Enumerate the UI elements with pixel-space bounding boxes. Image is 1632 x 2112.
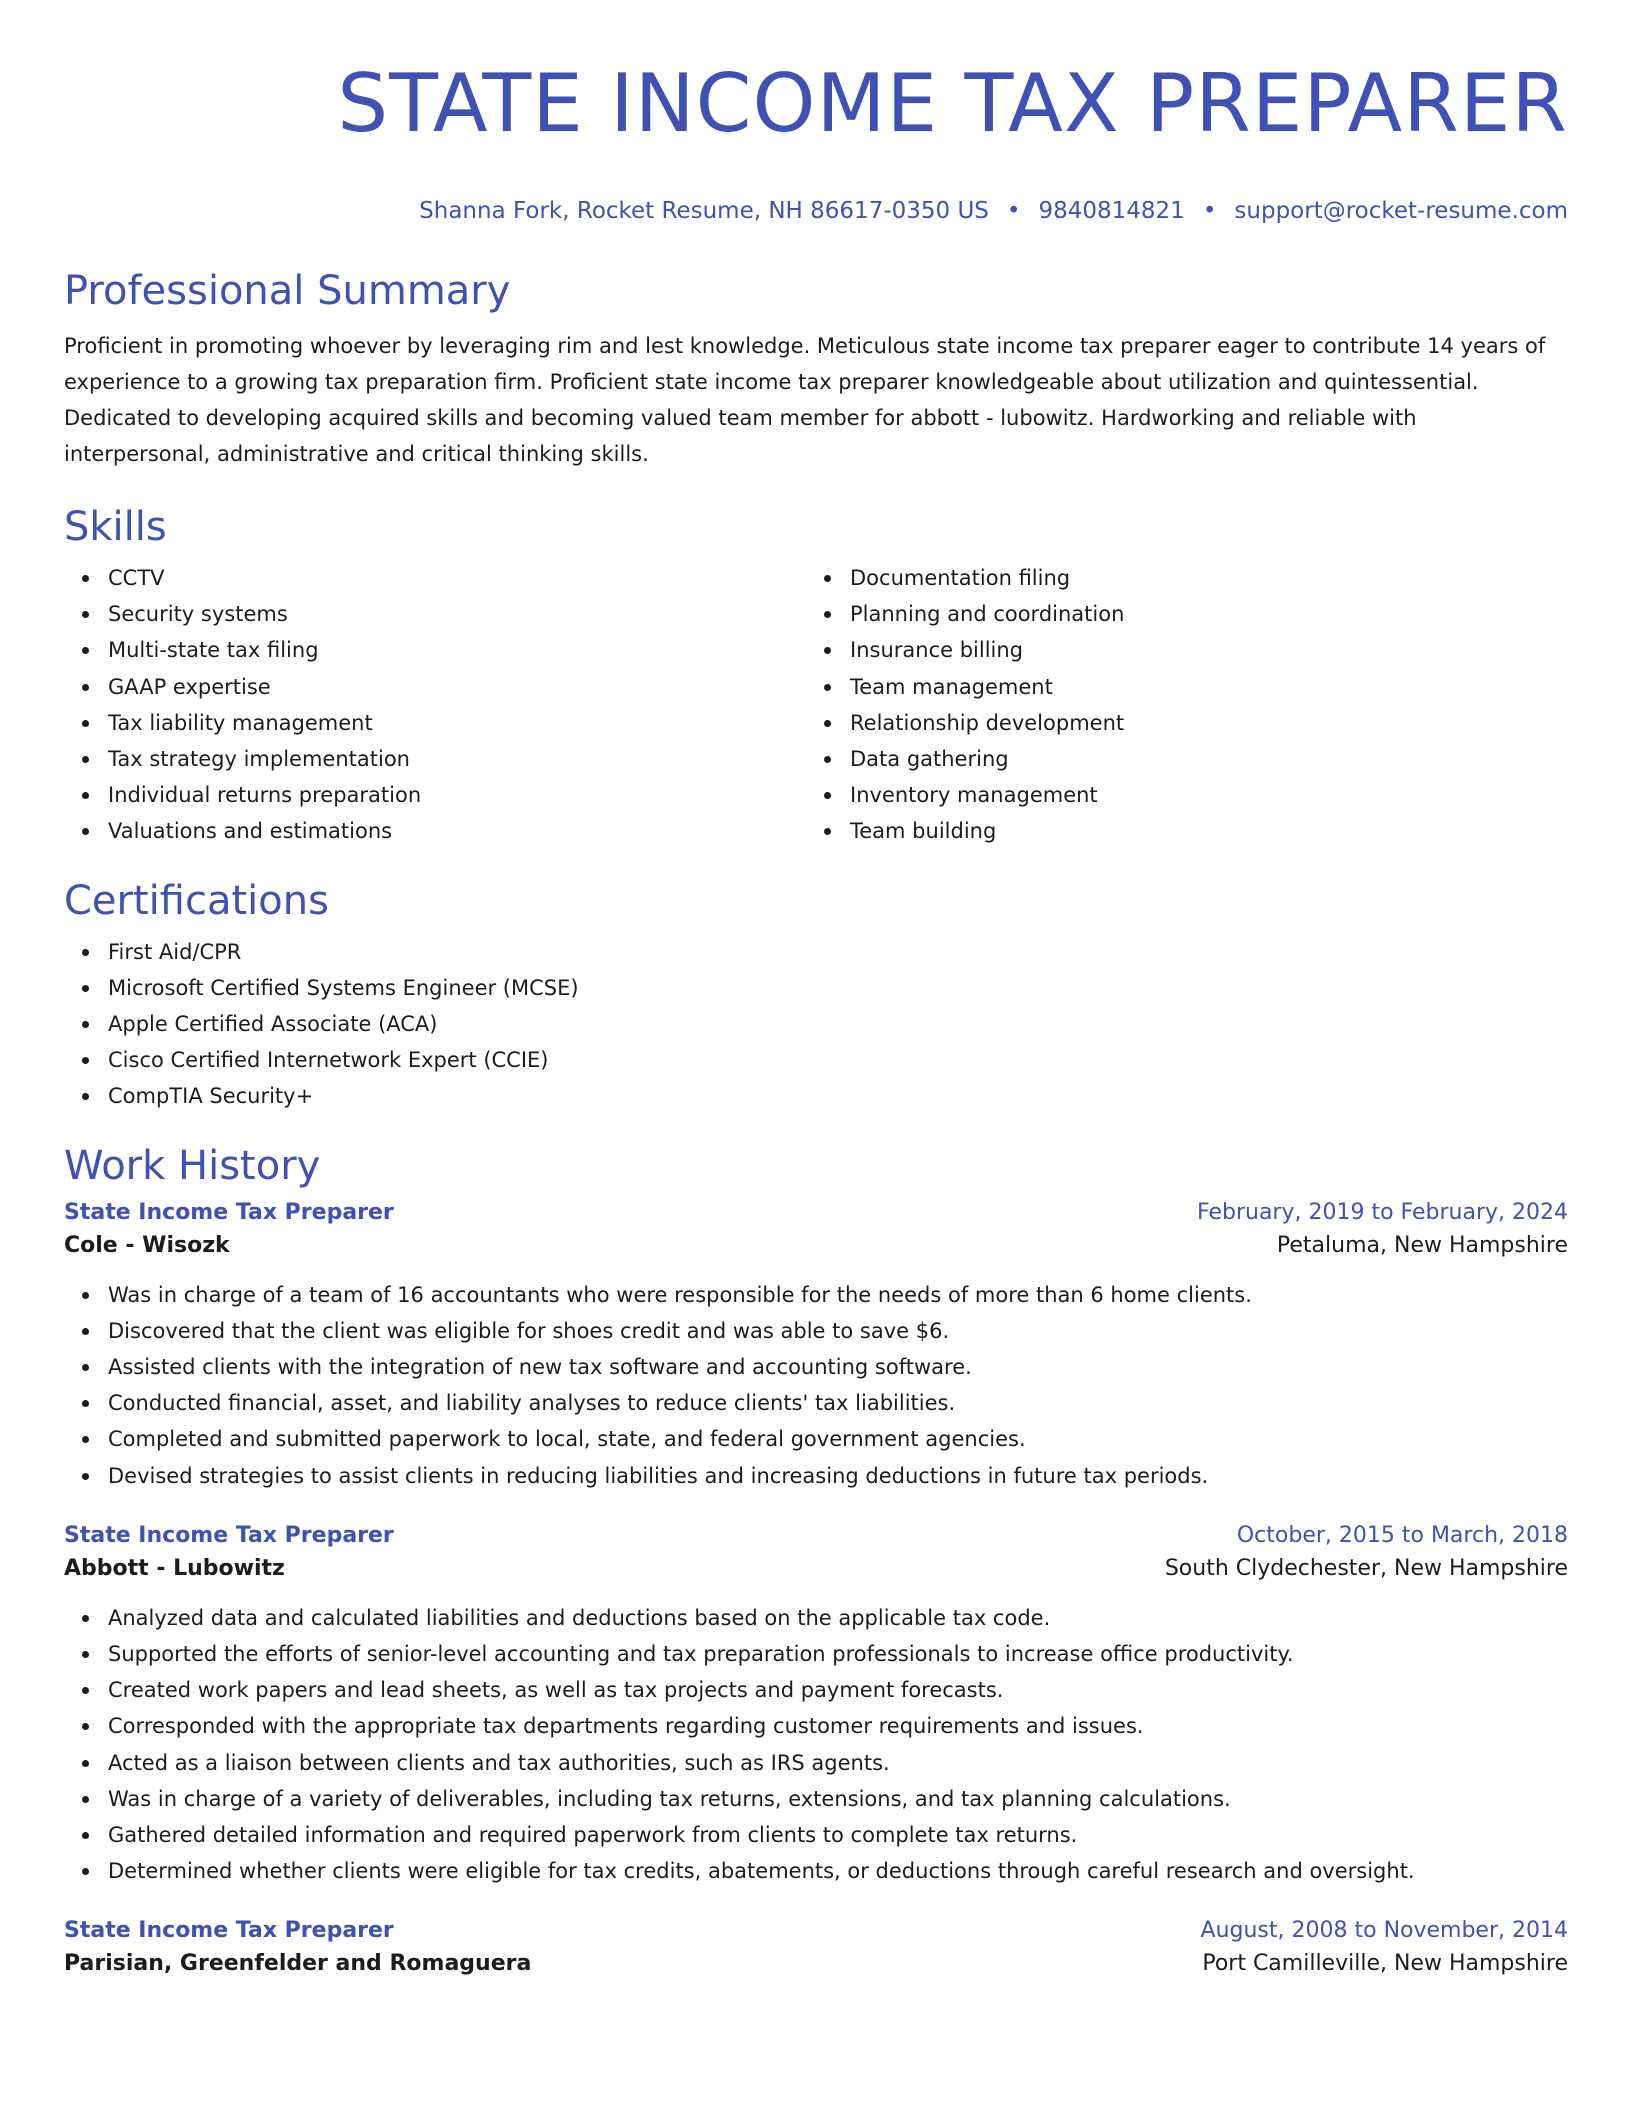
job-header-row bbox=[64, 1915, 1568, 1947]
job-title: State Income Tax Preparer bbox=[64, 1918, 394, 1944]
skill-item: Documentation filing bbox=[850, 560, 1548, 596]
certifications-list bbox=[64, 934, 1568, 1115]
contact-line bbox=[64, 196, 1568, 226]
contact-separator: • bbox=[1202, 198, 1217, 224]
skill-item: Insurance billing bbox=[850, 632, 1548, 668]
skill-item: Valuations and estimations bbox=[108, 813, 806, 849]
skills-list-left bbox=[64, 560, 806, 850]
job-company: Cole - Wisozk bbox=[64, 1232, 230, 1258]
skill-item: Inventory management bbox=[850, 777, 1548, 813]
job-location: Port Camilleville, New Hampshire bbox=[1202, 1951, 1568, 1977]
job-duty: Discovered that the client was eligible for shoes credit and was able to save $6. bbox=[108, 1313, 1568, 1349]
job-dates: October, 2015 to March, 2018 bbox=[1236, 1522, 1568, 1548]
job-title: State Income Tax Preparer bbox=[64, 1522, 394, 1548]
job-header-row bbox=[64, 1520, 1568, 1552]
job-dates: August, 2008 to November, 2014 bbox=[1200, 1918, 1568, 1944]
job-entry bbox=[64, 1915, 1568, 1981]
skill-item: Relationship development bbox=[850, 705, 1548, 741]
skill-item: Security systems bbox=[108, 596, 806, 632]
skill-item: Tax strategy implementation bbox=[108, 741, 806, 777]
job-duty: Gathered detailed information and required paperwork from clients to complete tax returns. bbox=[108, 1817, 1568, 1853]
skills-list-right bbox=[806, 560, 1548, 850]
skill-item: CCTV bbox=[108, 560, 806, 596]
job-duty: Acted as a liaison between clients and tax authorities, such as IRS agents. bbox=[108, 1745, 1568, 1781]
job-dates: February, 2019 to February, 2024 bbox=[1197, 1199, 1568, 1225]
contact-phone: 9840814821 bbox=[1038, 198, 1185, 224]
job-duty: Determined whether clients were eligible for tax credits, abatements, or deductions through careful research and oversight. bbox=[108, 1853, 1568, 1889]
summary-heading: Professional Summary bbox=[64, 268, 511, 314]
job-duty: Was in charge of a variety of deliverables, including tax returns, extensions, and tax planning calculations. bbox=[108, 1781, 1568, 1817]
skills-columns bbox=[64, 560, 1568, 850]
job-company: Parisian, Greenfelder and Romaguera bbox=[64, 1951, 532, 1977]
skills-column-left bbox=[64, 560, 806, 850]
job-header-row bbox=[64, 1197, 1568, 1229]
job-duty: Analyzed data and calculated liabilities and deductions based on the applicable tax code. bbox=[108, 1600, 1568, 1636]
job-location: South Clydechester, New Hampshire bbox=[1164, 1555, 1568, 1581]
skills-heading: Skills bbox=[64, 504, 167, 550]
job-company-row bbox=[64, 1947, 1568, 1981]
skill-item: Planning and coordination bbox=[850, 596, 1548, 632]
certification-item: CompTIA Security+ bbox=[108, 1078, 1568, 1114]
skill-item: Tax liability management bbox=[108, 705, 806, 741]
resume-title: STATE INCOME TAX PREPARER bbox=[337, 57, 1568, 150]
job-entry bbox=[64, 1197, 1568, 1494]
job-duty: Was in charge of a team of 16 accountants who were responsible for the needs of more than 6 home clients. bbox=[108, 1277, 1568, 1313]
job-duty: Devised strategies to assist clients in reducing liabilities and increasing deductions in future tax periods. bbox=[108, 1458, 1568, 1494]
certification-item: Cisco Certified Internetwork Expert (CCIE) bbox=[108, 1042, 1568, 1078]
job-entry bbox=[64, 1520, 1568, 1890]
skill-item: GAAP expertise bbox=[108, 669, 806, 705]
job-duty: Supported the efforts of senior-level accounting and tax preparation professionals to increase office productivity. bbox=[108, 1636, 1568, 1672]
job-duties-list bbox=[64, 1600, 1568, 1890]
work-history-heading: Work History bbox=[64, 1142, 321, 1189]
skill-item: Team building bbox=[850, 813, 1548, 849]
job-location: Petaluma, New Hampshire bbox=[1276, 1232, 1568, 1258]
certification-item: First Aid/CPR bbox=[108, 934, 1568, 970]
certification-item: Apple Certified Associate (ACA) bbox=[108, 1006, 1568, 1042]
job-duty: Created work papers and lead sheets, as well as tax projects and payment forecasts. bbox=[108, 1672, 1568, 1708]
contact-email[interactable]: support@rocket-resume.com bbox=[1234, 198, 1568, 224]
job-duty: Conducted financial, asset, and liability analyses to reduce clients' tax liabilities. bbox=[108, 1385, 1568, 1421]
job-duty: Assisted clients with the integration of new tax software and accounting software. bbox=[108, 1349, 1568, 1385]
summary-text: Proficient in promoting whoever by leveraging rim and lest knowledge. Meticulous state income tax preparer eager to contribute 14 years of experience to a growing tax preparation firm. Proficient state income tax preparer knowledgeable about utilization and quintessential. Dedicated to developing acquired skills and becoming valued team member for abbott - lubowitz. Hardworking and reliable with interpersonal, administrative and critical thinking skills. bbox=[64, 334, 1546, 466]
job-duty: Corresponded with the appropriate tax departments regarding customer requirements and issues. bbox=[108, 1708, 1568, 1744]
certifications-heading: Certifications bbox=[64, 877, 329, 924]
job-duty: Completed and submitted paperwork to local, state, and federal government agencies. bbox=[108, 1421, 1568, 1457]
job-company-row bbox=[64, 1229, 1568, 1263]
skill-item: Individual returns preparation bbox=[108, 777, 806, 813]
job-duties-list bbox=[64, 1277, 1568, 1494]
contact-address: Shanna Fork, Rocket Resume, NH 86617-0350 US bbox=[419, 198, 989, 224]
skills-column-right bbox=[806, 560, 1548, 850]
job-company-row bbox=[64, 1552, 1568, 1586]
job-company: Abbott - Lubowitz bbox=[64, 1555, 285, 1581]
certification-item: Microsoft Certified Systems Engineer (MCSE) bbox=[108, 970, 1568, 1006]
skill-item: Data gathering bbox=[850, 741, 1548, 777]
job-title: State Income Tax Preparer bbox=[64, 1199, 394, 1225]
skill-item: Team management bbox=[850, 669, 1548, 705]
contact-separator: • bbox=[1006, 198, 1021, 224]
skill-item: Multi-state tax filing bbox=[108, 632, 806, 668]
